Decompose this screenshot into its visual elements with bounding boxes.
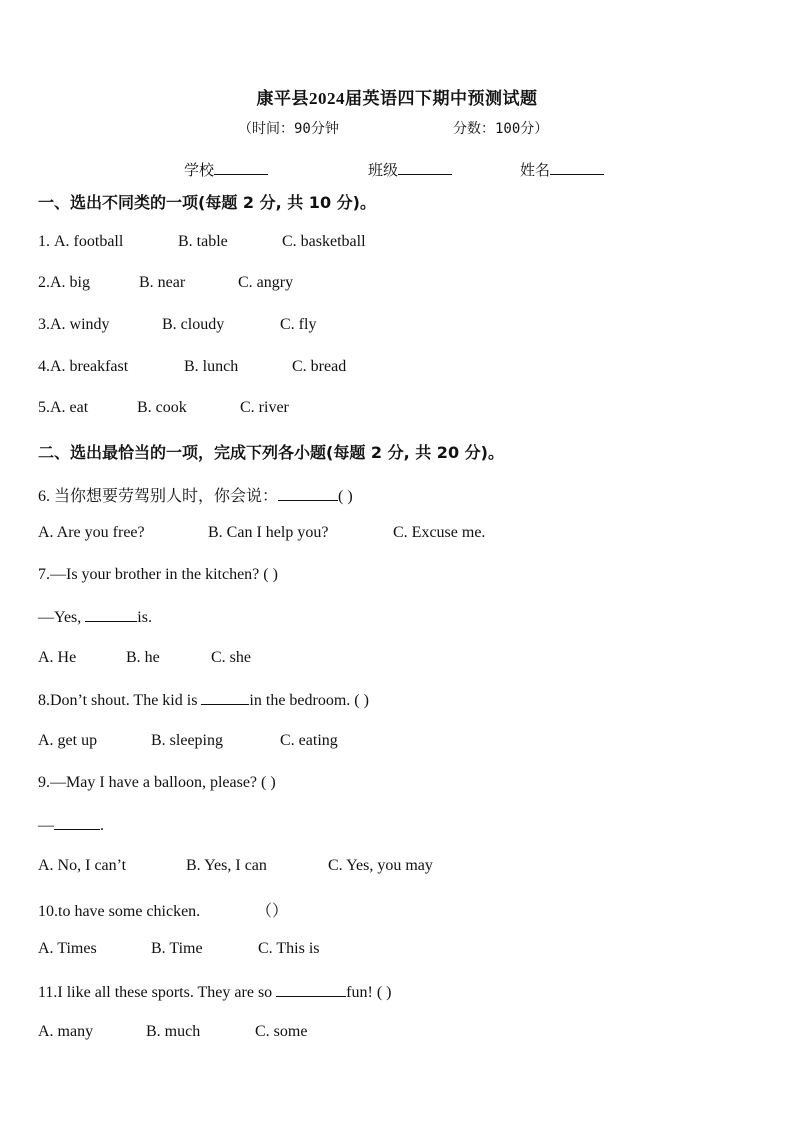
option-a[interactable]: A. Are you free? — [38, 524, 145, 541]
exam-time: （时间：90分钟 — [238, 121, 339, 137]
option-b[interactable]: B. Can I help you? — [208, 524, 329, 541]
option-b[interactable]: B. sleeping — [151, 732, 223, 749]
option-c[interactable]: C. fly — [280, 316, 317, 333]
option-a[interactable]: A. football — [54, 233, 124, 250]
option-b[interactable]: B. near — [139, 274, 186, 291]
question-6-text: 6. 当你想要劳驾别人时，你会说： — [38, 488, 279, 505]
option-c[interactable]: C. she — [211, 649, 251, 666]
reply-end: . — [100, 817, 104, 834]
reply-start: — — [38, 817, 54, 834]
class-blank[interactable] — [398, 160, 452, 175]
exam-score: 分数：100分） — [453, 121, 549, 137]
option-c[interactable]: C. Excuse me. — [393, 524, 486, 541]
option-b[interactable]: B. lunch — [184, 358, 239, 375]
question-10-options — [38, 940, 320, 958]
option-c[interactable]: C. basketball — [282, 233, 366, 250]
exam-title: 康平县2024届英语四下期中预测试题 — [256, 89, 538, 108]
option-b[interactable]: B. Yes, I can — [186, 857, 267, 874]
question-6 — [38, 483, 353, 506]
question-8-options — [38, 732, 338, 750]
question-8-end: in the bedroom. ( ) — [249, 692, 369, 709]
question-number: 4. — [38, 358, 50, 375]
option-c[interactable]: C. This is — [258, 940, 320, 957]
section2-heading: 二、选出最恰当的一项，完成下列各小题(每题 2 分, 共 20 分)。 — [38, 443, 504, 462]
answer-blank[interactable] — [54, 815, 100, 830]
question-11-start: 11.I like all these sports. They are so — [38, 984, 277, 1001]
class-field[interactable] — [368, 159, 452, 180]
option-c[interactable]: C. some — [255, 1023, 308, 1040]
question-11-end: fun! ( ) — [346, 984, 392, 1001]
option-a[interactable]: A. many — [38, 1023, 94, 1040]
question-6-options — [38, 524, 485, 542]
reply-end: is. — [137, 609, 152, 626]
question-7-reply — [38, 607, 152, 627]
answer-paren[interactable]: （） — [256, 903, 289, 920]
option-c[interactable]: C. eating — [280, 732, 338, 749]
question-9-options — [38, 857, 433, 875]
option-b[interactable]: B. table — [178, 233, 228, 250]
question-3 — [38, 316, 316, 334]
section1-heading: 一、选出不同类的一项(每题 2 分, 共 10 分)。 — [38, 193, 376, 212]
option-c[interactable]: C. bread — [292, 358, 347, 375]
option-b[interactable]: B. cloudy — [162, 316, 225, 333]
answer-blank[interactable] — [85, 607, 137, 622]
question-number: 3. — [38, 316, 50, 333]
question-7-options — [38, 649, 251, 667]
option-a[interactable]: A. windy — [50, 316, 110, 333]
question-number: 5. — [38, 399, 50, 416]
option-b[interactable]: B. much — [146, 1023, 201, 1040]
question-9: 9.—May I have a balloon, please? ( ) — [38, 774, 276, 791]
option-a[interactable]: A. get up — [38, 732, 98, 749]
question-8-start: 8.Don’t shout. The kid is — [38, 692, 202, 709]
option-b[interactable]: B. Time — [151, 940, 203, 957]
question-number: 2. — [38, 274, 50, 291]
question-1 — [38, 233, 366, 251]
question-number: 1. — [38, 233, 54, 250]
question-8 — [38, 690, 369, 710]
question-7: 7.—Is your brother in the kitchen? ( ) — [38, 566, 278, 583]
question-11-options — [38, 1023, 307, 1041]
option-a[interactable]: A. eat — [50, 399, 89, 416]
question-5 — [38, 399, 289, 417]
option-c[interactable]: C. river — [240, 399, 289, 416]
question-10 — [38, 898, 288, 921]
question-11 — [38, 982, 391, 1002]
reply-start: —Yes, — [38, 609, 86, 626]
question-9-reply — [38, 815, 104, 835]
question-2 — [38, 274, 293, 292]
option-a[interactable]: A. He — [38, 649, 77, 666]
question-10-text: 10.to have some chicken. — [38, 903, 201, 920]
option-b[interactable]: B. cook — [137, 399, 187, 416]
option-c[interactable]: C. angry — [238, 274, 294, 291]
school-label: 学校 — [184, 163, 215, 179]
option-a[interactable]: A. Times — [38, 940, 97, 957]
school-blank[interactable] — [214, 160, 268, 175]
answer-blank[interactable] — [201, 690, 249, 705]
option-a[interactable]: A. big — [50, 274, 90, 291]
question-4 — [38, 358, 346, 376]
answer-blank[interactable] — [276, 982, 346, 997]
name-label: 姓名 — [520, 163, 551, 179]
option-b[interactable]: B. he — [126, 649, 160, 666]
option-c[interactable]: C. Yes, you may — [328, 857, 433, 874]
school-field[interactable] — [184, 159, 268, 180]
answer-paren[interactable]: ( ) — [338, 488, 353, 505]
option-a[interactable]: A. breakfast — [50, 358, 129, 375]
option-a[interactable]: A. No, I can’t — [38, 857, 127, 874]
class-label: 班级 — [368, 163, 399, 179]
name-field[interactable] — [520, 159, 604, 180]
name-blank[interactable] — [550, 160, 604, 175]
answer-blank[interactable] — [278, 486, 338, 501]
